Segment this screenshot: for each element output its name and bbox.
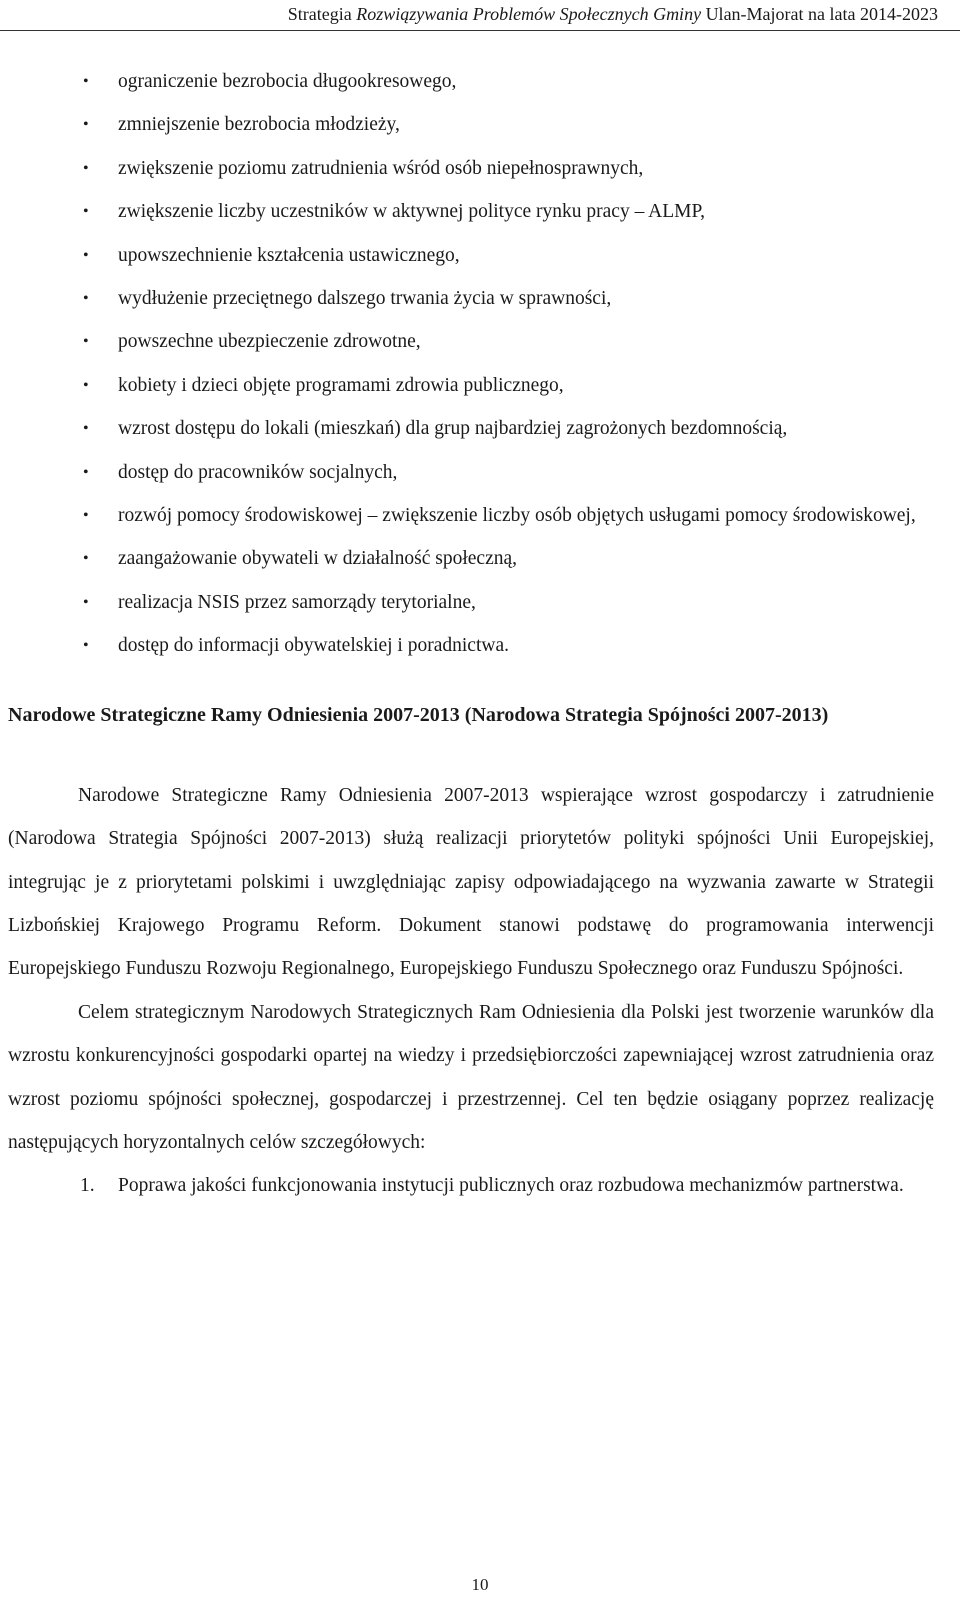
section-paragraph-2: Celem strategicznym Narodowych Strategicznych Ram Odniesienia dla Polski jest tworzenie warunków dla wzrostu konkurencyjności gospodarki opartej na wiedzy i przedsiębiorczości zapewniającej wzrost zatrudnienia oraz wzrost poziomu spójności społecznej, gospodarczej i przestrzennej. Cel ten będzie osiągany poprzez realizację następujących horyzontalnych celów szczegółowych: xyxy=(8,1001,934,1153)
list-item xyxy=(8,320,934,363)
list-item xyxy=(8,451,934,494)
bullet-icon: • xyxy=(83,463,89,481)
bullet-icon: • xyxy=(83,203,89,221)
page-header xyxy=(0,2,960,28)
list-item xyxy=(8,103,934,146)
section-paragraph-1: Narodowe Strategiczne Ramy Odniesienia 2007-2013 wspierające wzrost gospodarczy i zatrudnienie (Narodowa Strategia Spójności 2007-2013) służą realizacji priorytetów polityki spójności Unii Europejskiej, integrując je z priorytetami polskimi i uwzględniając zapisy odpowiadającego na wyzwania zawarte w Strategii Lizbońskiej Krajowego Programu Reform. Dokument stanowi podstawę do programowania interwencji Europejskiego Funduszu Rozwoju Regionalnego, Europejskiego Funduszu Społecznego oraz Funduszu Spójności. xyxy=(8,784,934,980)
goals-list xyxy=(8,1164,934,1207)
bullet-icon: • xyxy=(83,507,89,525)
bullet-list xyxy=(8,60,934,668)
goal-item xyxy=(8,1164,934,1207)
bullet-icon: • xyxy=(83,637,89,655)
bullet-icon: • xyxy=(83,246,89,264)
list-item-text: dostęp do pracowników socjalnych, xyxy=(118,461,398,483)
list-item-text: wzrost dostępu do lokali (mieszkań) dla grup najbardziej zagrożonych bezdomnością, xyxy=(118,418,788,440)
bullet-icon: • xyxy=(83,376,89,394)
list-item xyxy=(8,407,934,450)
bullet-icon: • xyxy=(83,550,89,568)
list-item xyxy=(8,364,934,407)
bullet-icon: • xyxy=(83,593,89,611)
list-item xyxy=(8,234,934,277)
list-item-text: realizacja NSIS przez samorządy terytorialne, xyxy=(118,591,476,613)
list-item xyxy=(8,494,934,537)
list-item-text: rozwój pomocy środowiskowej – zwiększenie liczby osób objętych usługami pomocy środowiskowej, xyxy=(118,505,916,527)
list-item xyxy=(8,624,934,667)
list-item xyxy=(8,60,934,103)
list-item-text: ograniczenie bezrobocia długookresowego, xyxy=(118,71,457,92)
goal-text: Poprawa jakości funkcjonowania instytucji publicznych oraz rozbudowa mechanizmów partnerstwa. xyxy=(118,1175,904,1197)
page-content xyxy=(8,60,934,1208)
list-item xyxy=(8,190,934,233)
bullet-icon: • xyxy=(83,333,89,351)
list-item-text: powszechne ubezpieczenie zdrowotne, xyxy=(118,331,421,353)
list-item-text: zmniejszenie bezrobocia młodzieży, xyxy=(118,114,400,136)
bullet-icon: • xyxy=(83,116,89,134)
bullet-icon: • xyxy=(83,73,89,90)
list-item xyxy=(8,147,934,190)
header-divider xyxy=(0,30,960,31)
goal-number: 1. xyxy=(80,1175,95,1197)
bullet-icon: • xyxy=(83,420,89,438)
list-item-text: wydłużenie przeciętnego dalszego trwania życia w sprawności, xyxy=(118,288,612,310)
list-item-text: zwiększenie poziomu zatrudnienia wśród osób niepełnosprawnych, xyxy=(118,157,644,179)
list-item-text: dostęp do informacji obywatelskiej i poradnictwa. xyxy=(118,635,509,657)
list-item-text: kobiety i dzieci objęte programami zdrowia publicznego, xyxy=(118,374,564,396)
header-title xyxy=(288,2,938,26)
list-item-text: zaangażowanie obywateli w działalność społeczną, xyxy=(118,548,518,570)
section-title: Narodowe Strategiczne Ramy Odniesienia 2007-2013 (Narodowa Strategia Spójności 2007-2013) xyxy=(8,703,829,726)
bullet-icon: • xyxy=(83,290,89,308)
bullet-icon: • xyxy=(83,159,89,177)
list-item xyxy=(8,581,934,624)
list-item-text: zwiększenie liczby uczestników w aktywnej polityce rynku pracy – ALMP, xyxy=(118,201,706,223)
header-title-rest: Ulan-Majorat na lata 2014-2023 xyxy=(701,4,938,24)
header-title-plain: Strategia xyxy=(287,4,357,24)
list-item xyxy=(8,537,934,580)
header-title-italic: Rozwiązywania Problemów Społecznych Gminy xyxy=(356,4,702,24)
list-item-text: upowszechnienie kształcenia ustawicznego, xyxy=(118,244,460,266)
page-number: 10 xyxy=(471,1575,489,1594)
list-item xyxy=(8,277,934,320)
